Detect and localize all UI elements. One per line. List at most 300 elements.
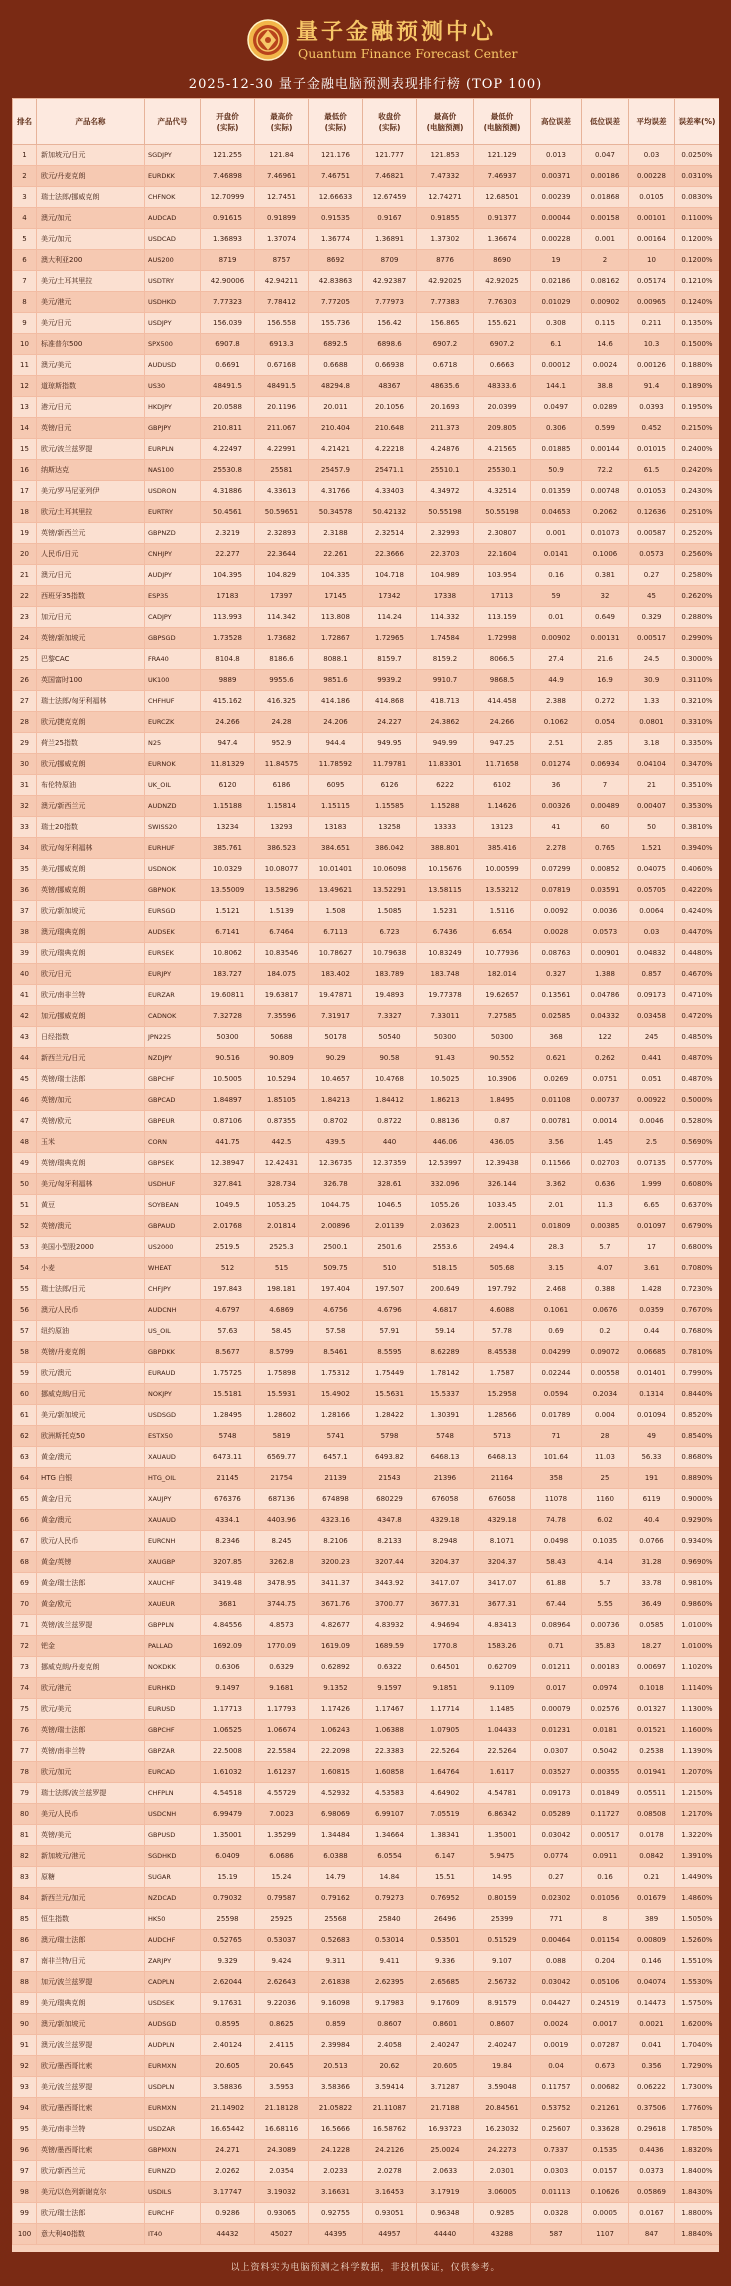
table-cell: 欧元/匈牙利福林 [37, 838, 145, 859]
table-row [13, 145, 720, 166]
table-cell: 0.91615 [201, 208, 255, 229]
table-cell: IT40 [145, 2224, 201, 2245]
table-cell: 4.83932 [363, 1615, 417, 1636]
table-cell: 44.9 [531, 670, 582, 691]
table-cell: 2519.5 [201, 1237, 255, 1258]
table-cell: 0.01941 [629, 1762, 675, 1783]
table-cell: 3207.44 [363, 1552, 417, 1573]
table-cell: 0.0250% [675, 145, 720, 166]
table-cell: 439.5 [309, 1132, 363, 1153]
table-cell: 90.29 [309, 1048, 363, 1069]
table-cell: 1.84897 [201, 1090, 255, 1111]
table-cell: 0.9285 [474, 2203, 531, 2224]
table-cell: 0.0585 [629, 1615, 675, 1636]
table-row [13, 166, 720, 187]
table-cell: USDHUF [145, 1174, 201, 1195]
table-row [13, 1552, 720, 1573]
table-cell: 24.5 [629, 649, 675, 670]
table-cell: 36 [13, 880, 37, 901]
table-cell: 1.60858 [363, 1762, 417, 1783]
table-cell: 0.2034 [582, 1384, 629, 1405]
table-row [13, 2182, 720, 2203]
table-cell: 385.416 [474, 838, 531, 859]
table-cell: 美元/土耳其里拉 [37, 271, 145, 292]
table-cell: 0.01327 [629, 1699, 675, 1720]
ranking-title: 2025-12-30 量子金融电脑预测表现排行榜 (TOP 100) [188, 77, 543, 92]
table-cell: 0.0307 [531, 1741, 582, 1762]
table-cell: 1.4860% [675, 1888, 720, 1909]
table-cell: 44 [13, 1048, 37, 1069]
table-cell: 42 [13, 1006, 37, 1027]
table-row [13, 1720, 720, 1741]
table-cell: 7.33011 [417, 1006, 474, 1027]
table-cell: 黄金/瑞士法郎 [37, 1573, 145, 1594]
table-cell: 0.02302 [531, 1888, 582, 1909]
table-cell: 1.8430% [675, 2182, 720, 2203]
table-cell: 0.00228 [531, 229, 582, 250]
table-cell: 9939.2 [363, 670, 417, 691]
table-cell: CHFJPY [145, 1279, 201, 1300]
table-cell: 4.83413 [474, 1615, 531, 1636]
table-cell: 9 [13, 313, 37, 334]
table-cell: 90.809 [255, 1048, 309, 1069]
table-cell: 12.53997 [417, 1153, 474, 1174]
table-cell: 美元/罗马尼亚列伊 [37, 481, 145, 502]
column-header: 最低价 (电脑预测) [474, 99, 531, 145]
table-cell: 4.6817 [417, 1300, 474, 1321]
table-cell: 0.01809 [531, 1216, 582, 1237]
table-cell: 0.00464 [531, 1930, 582, 1951]
table-cell: 欧元/日元 [37, 964, 145, 985]
table-cell: HTG_OIL [145, 1468, 201, 1489]
table-cell: 15.5931 [255, 1384, 309, 1405]
table-cell: 68 [13, 1552, 37, 1573]
table-cell: 31.28 [629, 1552, 675, 1573]
table-cell: 0.0167 [629, 2203, 675, 2224]
table-cell: 96 [13, 2140, 37, 2161]
table-cell: 510 [363, 1258, 417, 1279]
table-cell: 0.6329 [255, 1657, 309, 1678]
table-cell: 197.404 [309, 1279, 363, 1300]
table-cell: XAUAUD [145, 1447, 201, 1468]
table-cell: 1.17714 [417, 1699, 474, 1720]
table-cell: AUDNZD [145, 796, 201, 817]
table-cell: 欧元/新西兰元 [37, 2161, 145, 2182]
table-cell: 8159.7 [363, 649, 417, 670]
table-cell: 9.1352 [309, 1678, 363, 1699]
table-cell: 1.15288 [417, 796, 474, 817]
table-cell: 4.07 [582, 1258, 629, 1279]
table-cell: 3.19032 [255, 2182, 309, 2203]
table-cell: 14 [13, 418, 37, 439]
table-cell: 57.58 [309, 1321, 363, 1342]
column-header: 低位误差 [582, 99, 629, 145]
table-cell: USDCNH [145, 1804, 201, 1825]
table-cell: 1.85105 [255, 1090, 309, 1111]
table-cell: 0.0024 [582, 355, 629, 376]
table-cell: 0.13561 [531, 985, 582, 1006]
table-cell: 121.176 [309, 145, 363, 166]
table-cell: 0.66938 [363, 355, 417, 376]
table-cell: 0.93065 [255, 2203, 309, 2224]
table-cell: 4.31766 [309, 481, 363, 502]
table-cell: 37 [13, 901, 37, 922]
table-cell: 21.05822 [309, 2098, 363, 2119]
table-cell: 48367 [363, 376, 417, 397]
table-cell: 35.83 [582, 1636, 629, 1657]
table-cell: 4 [13, 208, 37, 229]
table-cell: 1.28495 [201, 1405, 255, 1426]
table-cell: 90.58 [363, 1048, 417, 1069]
table-cell: 121.777 [363, 145, 417, 166]
table-cell: 114.342 [255, 607, 309, 628]
table-cell: GBPSEK [145, 1153, 201, 1174]
table-cell: 0.146 [629, 1951, 675, 1972]
table-row [13, 418, 720, 439]
table-cell: 19.84 [474, 2056, 531, 2077]
table-cell: 0.91855 [417, 208, 474, 229]
table-cell: 0.0751 [582, 1069, 629, 1090]
table-cell: 0.33628 [582, 2119, 629, 2140]
table-cell: 43 [13, 1027, 37, 1048]
table-cell: 黄金/澳元 [37, 1447, 145, 1468]
table-cell: 美元/南非兰特 [37, 2119, 145, 2140]
table-cell: 0.00965 [629, 292, 675, 313]
table-cell: 1.28602 [255, 1405, 309, 1426]
table-cell: 美元/新加坡元 [37, 1405, 145, 1426]
table-cell: 10.01401 [309, 859, 363, 880]
table-cell: 10.15676 [417, 859, 474, 880]
table-cell: 加元/日元 [37, 607, 145, 628]
table-cell: 3262.8 [255, 1552, 309, 1573]
table-cell: 11.79781 [363, 754, 417, 775]
table-cell: 0.2520% [675, 523, 720, 544]
table-row [13, 229, 720, 250]
table-cell: 6569.77 [255, 1447, 309, 1468]
table-cell: 0.004 [582, 1405, 629, 1426]
table-cell: 326.78 [309, 1174, 363, 1195]
table-cell: 93 [13, 2077, 37, 2098]
table-cell: 674898 [309, 1489, 363, 1510]
table-cell: 0.00385 [582, 1216, 629, 1237]
table-cell: 42.92025 [474, 271, 531, 292]
table-cell: GBPDKK [145, 1342, 201, 1363]
table-cell: 4.31886 [201, 481, 255, 502]
logo-icon [246, 18, 290, 62]
table-cell: 11.81329 [201, 754, 255, 775]
table-cell: 0.1200% [675, 250, 720, 271]
table-row [13, 376, 720, 397]
table-cell: 0.09173 [629, 985, 675, 1006]
table-cell: 1.2150% [675, 1783, 720, 1804]
table-cell: 3.16631 [309, 2182, 363, 2203]
table-cell: 1.521 [629, 838, 675, 859]
table-cell: 0.4720% [675, 1006, 720, 1027]
table-cell: 8776 [417, 250, 474, 271]
table-row [13, 1111, 720, 1132]
table-cell: 欧元/加元 [37, 1762, 145, 1783]
table-cell: AUDCNH [145, 1300, 201, 1321]
table-cell: 1.34664 [363, 1825, 417, 1846]
table-cell: 50.42132 [363, 502, 417, 523]
table-cell: 恒生指数 [37, 1909, 145, 1930]
table-cell: 3.06005 [474, 2182, 531, 2203]
table-cell: 210.648 [363, 418, 417, 439]
table-row [13, 1384, 720, 1405]
table-cell: 0.05869 [629, 2182, 675, 2203]
table-cell: 34 [13, 838, 37, 859]
table-row [13, 1930, 720, 1951]
table-cell: 0.00131 [582, 628, 629, 649]
table-cell: 7.77973 [363, 292, 417, 313]
table-cell: 1689.59 [363, 1636, 417, 1657]
column-header: 平均误差 [629, 99, 675, 145]
table-cell: 56 [13, 1300, 37, 1321]
table-cell: 25925 [255, 1909, 309, 1930]
table-cell: 327.841 [201, 1174, 255, 1195]
table-cell: 0.02186 [531, 271, 582, 292]
table-cell: 25581 [255, 460, 309, 481]
table-cell: 1033.45 [474, 1195, 531, 1216]
table-cell: 87 [13, 1951, 37, 1972]
table-row [13, 985, 720, 1006]
table-cell: 122 [582, 1027, 629, 1048]
table-cell: 0.67168 [255, 355, 309, 376]
column-header: 高位误差 [531, 99, 582, 145]
table-cell: 16.65442 [201, 2119, 255, 2140]
table-cell: 10.5005 [201, 1069, 255, 1090]
table-cell: 1.34484 [309, 1825, 363, 1846]
table-cell: 4.6797 [201, 1300, 255, 1321]
table-cell: 15.5631 [363, 1384, 417, 1405]
table-cell: 0.0766 [629, 1531, 675, 1552]
table-cell: 0.53037 [255, 1930, 309, 1951]
table-row [13, 1006, 720, 1027]
table-cell: 0.07819 [531, 880, 582, 901]
table-cell: 美元/挪威克朗 [37, 859, 145, 880]
table-cell: 0.8601 [417, 2014, 474, 2035]
table-cell: 0.4436 [629, 2140, 675, 2161]
table-cell: 4.54781 [474, 1783, 531, 1804]
table-cell: 1.17426 [309, 1699, 363, 1720]
table-cell: 新加坡元/日元 [37, 145, 145, 166]
table-cell: UK_OIL [145, 775, 201, 796]
table-cell: 0.02576 [582, 1699, 629, 1720]
table-cell: 50540 [363, 1027, 417, 1048]
table-cell: 3677.31 [474, 1594, 531, 1615]
table-cell: 0.07135 [629, 1153, 675, 1174]
table-cell: 1.14626 [474, 796, 531, 817]
table-cell: 9851.6 [309, 670, 363, 691]
table-cell: 949.95 [363, 733, 417, 754]
table-cell: 澳元/新西兰元 [37, 796, 145, 817]
table-cell: 11.84575 [255, 754, 309, 775]
table-cell: AUDPLN [145, 2035, 201, 2056]
table-cell: 0.00371 [531, 166, 582, 187]
table-cell: 0.07299 [531, 859, 582, 880]
table-cell: 12.68501 [474, 187, 531, 208]
table-cell: 6898.6 [363, 334, 417, 355]
table-cell: 0.01849 [582, 1783, 629, 1804]
table-cell: 0.5770% [675, 1153, 720, 1174]
table-cell: 509.75 [309, 1258, 363, 1279]
table-cell: 挪威克朗/日元 [37, 1384, 145, 1405]
table-cell: 0.7990% [675, 1363, 720, 1384]
table-cell: 1.508 [309, 901, 363, 922]
table-cell: 1.15115 [309, 796, 363, 817]
table-cell: 67 [13, 1531, 37, 1552]
table-cell: 414.868 [363, 691, 417, 712]
table-cell: NZDCAD [145, 1888, 201, 1909]
table-cell: 0.79273 [363, 1888, 417, 1909]
table-cell: 0.0105 [629, 187, 675, 208]
table-cell: 8709 [363, 250, 417, 271]
table-cell: 1.72867 [309, 628, 363, 649]
table-cell: 21164 [474, 1468, 531, 1489]
table-cell: 0.00748 [582, 481, 629, 502]
table-row [13, 943, 720, 964]
table-cell: 0.03 [629, 922, 675, 943]
table-cell: 0.0498 [531, 1531, 582, 1552]
table-cell: 0.6663 [474, 355, 531, 376]
table-cell: GBPCHF [145, 1069, 201, 1090]
table-cell: 5741 [309, 1426, 363, 1447]
table-cell: 0.306 [531, 418, 582, 439]
table-cell: 16.93723 [417, 2119, 474, 2140]
table-cell: 7.3327 [363, 1006, 417, 1027]
table-cell: 1.5116 [474, 901, 531, 922]
table-cell: 0.8702 [309, 1111, 363, 1132]
table-cell: 1.1485 [474, 1699, 531, 1720]
table-cell: 21396 [417, 1468, 474, 1489]
table-cell: EURSGD [145, 901, 201, 922]
table-cell: 0.0310% [675, 166, 720, 187]
table-cell: 27 [13, 691, 37, 712]
table-cell: 49 [629, 1426, 675, 1447]
table-cell: 50.9 [531, 460, 582, 481]
table-cell: 15.24 [255, 1867, 309, 1888]
table-cell: 0.00012 [531, 355, 582, 376]
table-cell: 156.42 [363, 313, 417, 334]
table-cell: 71 [531, 1426, 582, 1447]
table-cell: 瑞士法郎/匈牙利福林 [37, 691, 145, 712]
table-cell: 21.18128 [255, 2098, 309, 2119]
table-cell: 0.37506 [629, 2098, 675, 2119]
table-cell: 0.6790% [675, 1216, 720, 1237]
table-cell: 29 [13, 733, 37, 754]
table-cell: 10.3906 [474, 1069, 531, 1090]
table-cell: 0.0017 [582, 2014, 629, 2035]
table-cell: 50.4561 [201, 502, 255, 523]
table-row [13, 1174, 720, 1195]
table-row [13, 628, 720, 649]
table-cell: 33 [13, 817, 37, 838]
table-cell: 玉米 [37, 1132, 145, 1153]
table-cell: 10.79638 [363, 943, 417, 964]
table-cell: 美元/以色列新谢克尔 [37, 2182, 145, 2203]
table-row [13, 2203, 720, 2224]
table-cell: 0.08964 [531, 1615, 582, 1636]
table-cell: 8.2346 [201, 1531, 255, 1552]
table-cell: 0.9286 [201, 2203, 255, 2224]
table-cell: 3478.95 [255, 1573, 309, 1594]
table-cell: 7.0023 [255, 1804, 309, 1825]
table-cell: EURMXN [145, 2056, 201, 2077]
table-cell: 2.30807 [474, 523, 531, 544]
table-cell: 63 [13, 1447, 37, 1468]
table-row [13, 523, 720, 544]
table-cell: 0.8440% [675, 1384, 720, 1405]
table-cell: 0.00079 [531, 1699, 582, 1720]
table-cell: 0.054 [582, 712, 629, 733]
table-row [13, 1909, 720, 1930]
table-cell: 6.86342 [474, 1804, 531, 1825]
table-cell: EURSEK [145, 943, 201, 964]
table-cell: 6913.3 [255, 334, 309, 355]
table-cell: 0.06934 [582, 754, 629, 775]
table-cell: 676058 [417, 1489, 474, 1510]
table-cell: 28.3 [531, 1237, 582, 1258]
table-cell: 26 [13, 670, 37, 691]
table-cell: 944.4 [309, 733, 363, 754]
table-cell: 1044.75 [309, 1195, 363, 1216]
table-cell: CHFHUF [145, 691, 201, 712]
table-cell: 0.2620% [675, 586, 720, 607]
table-cell: 7.46937 [474, 166, 531, 187]
table-cell: 0.00517 [629, 628, 675, 649]
table-cell: 7.32728 [201, 1006, 255, 1027]
table-cell: 1.75312 [309, 1363, 363, 1384]
table-row [13, 670, 720, 691]
table-cell: 1.17793 [255, 1699, 309, 1720]
table-cell: 1.84412 [363, 1090, 417, 1111]
table-cell: USDTRY [145, 271, 201, 292]
table-cell: 385.761 [201, 838, 255, 859]
table-row [13, 1489, 720, 1510]
table-cell: 13.53212 [474, 880, 531, 901]
table-row [13, 1888, 720, 1909]
table-cell: 15.2958 [474, 1384, 531, 1405]
table-cell: 0.0019 [531, 2035, 582, 2056]
table-cell: 84 [13, 1888, 37, 1909]
table-cell: 0.599 [582, 418, 629, 439]
table-cell: 黄豆 [37, 1195, 145, 1216]
table-cell: 13333 [417, 817, 474, 838]
table-cell: 0.16 [531, 565, 582, 586]
table-cell: 11078 [531, 1489, 582, 1510]
table-cell: 57.78 [474, 1321, 531, 1342]
table-cell: 1.5750% [675, 1993, 720, 2014]
table-cell: 9.17631 [201, 1993, 255, 2014]
table-cell: 0.4220% [675, 880, 720, 901]
table-cell: USDILS [145, 2182, 201, 2203]
table-row [13, 2140, 720, 2161]
table-cell: 197.843 [201, 1279, 255, 1300]
table-cell: 新西兰元/日元 [37, 1048, 145, 1069]
table-cell: 0.4850% [675, 1027, 720, 1048]
table-cell: USDJPY [145, 313, 201, 334]
table-cell: 21 [13, 565, 37, 586]
table-cell: 8 [582, 1909, 629, 1930]
table-cell: 1.06674 [255, 1720, 309, 1741]
table-cell: 1.86213 [417, 1090, 474, 1111]
table-cell: 0.3530% [675, 796, 720, 817]
table-cell: 英镑/欧元 [37, 1111, 145, 1132]
table-cell: 12.74271 [417, 187, 474, 208]
table-cell: 104.829 [255, 565, 309, 586]
table-cell: 0.2400% [675, 439, 720, 460]
table-cell: 澳元/新加坡元 [37, 2014, 145, 2035]
